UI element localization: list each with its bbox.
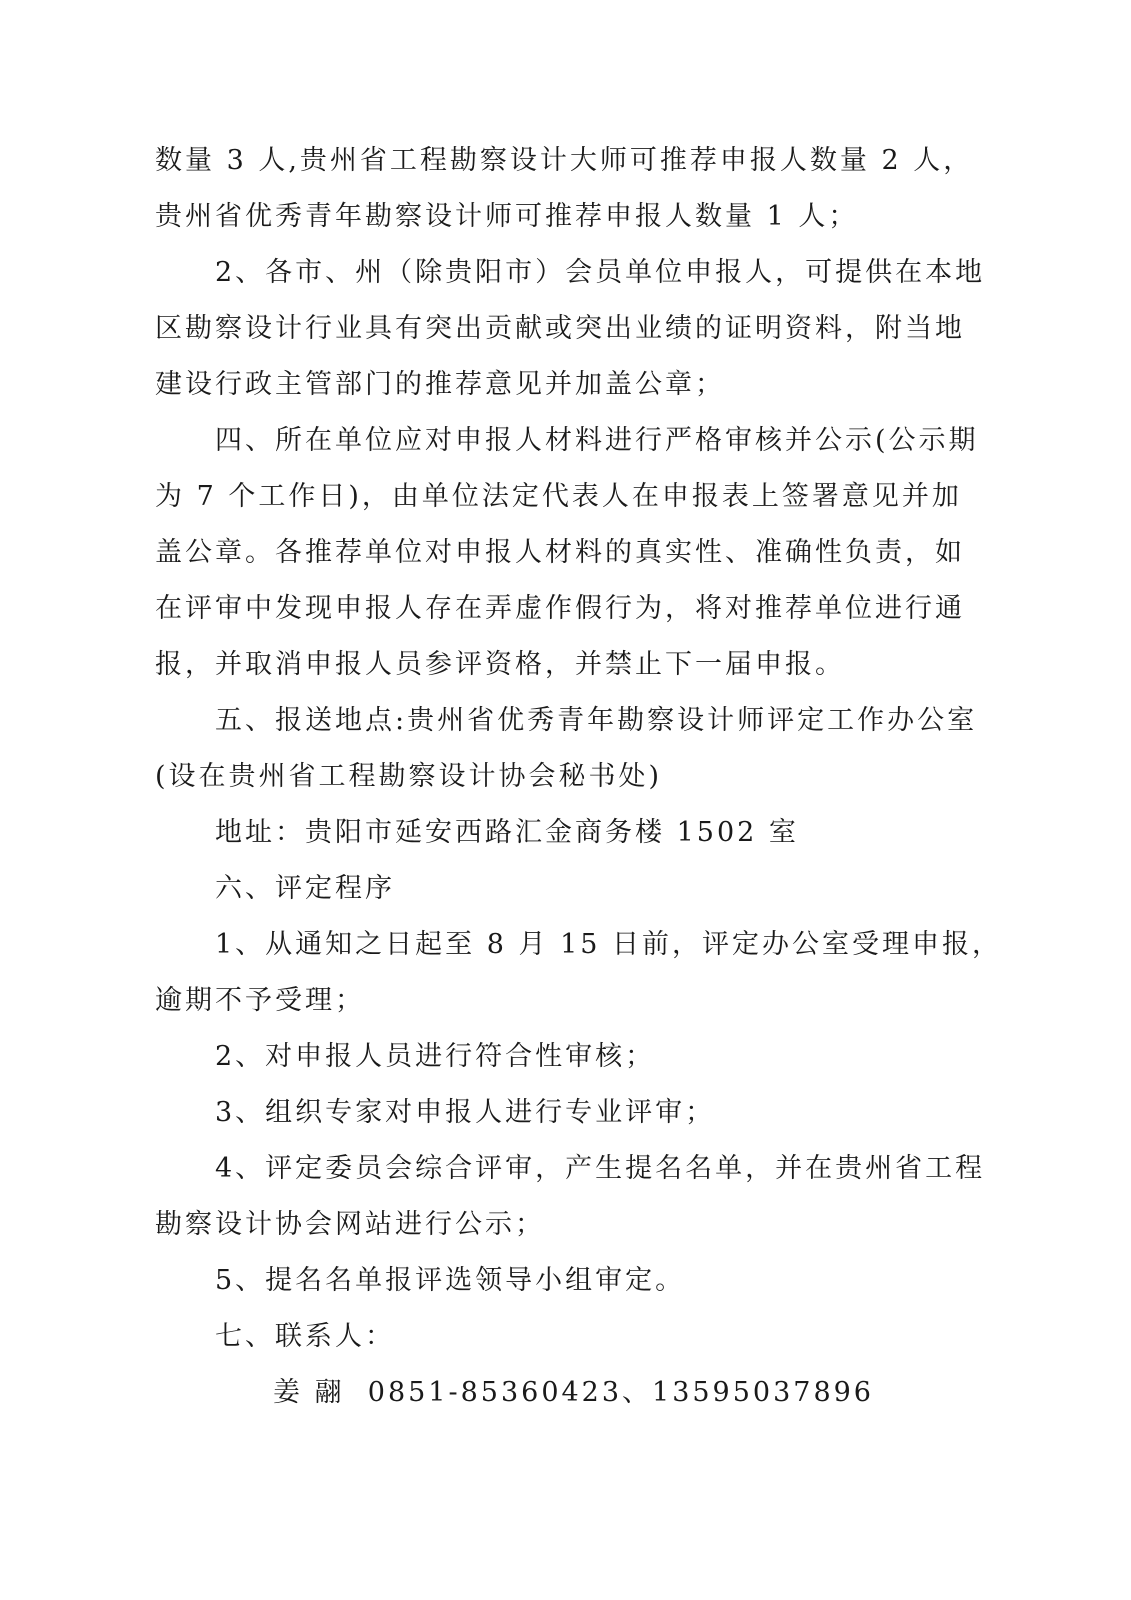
text-line: 1、从通知之日起至 8 月 15 日前，评定办公室受理申报， [215, 929, 1003, 960]
text-line: 四、所在单位应对申报人材料进行严格审核并公示(公示期 [215, 425, 979, 456]
text-line: 逾期不予受理； [155, 985, 365, 1016]
contact-name: 姜 翮 [273, 1377, 345, 1408]
document-body [155, 133, 1003, 1421]
text-line: 报，并取消申报人员参评资格，并禁止下一届申报。 [155, 649, 845, 680]
text-line: 在评审中发现申报人存在弄虚作假行为，将对推荐单位进行通 [155, 593, 965, 624]
text-line: 勘察设计协会网站进行公示； [155, 1209, 545, 1240]
section-heading: 七、联系人： [215, 1321, 395, 1352]
text-line: 盖公章。各推荐单位对申报人材料的真实性、准确性负责，如 [155, 537, 965, 568]
text-line: (设在贵州省工程勘察设计协会秘书处) [155, 761, 663, 792]
text-line: 贵州省优秀青年勘察设计师可推荐申报人数量 1 人； [155, 201, 859, 232]
text-line: 五、报送地点:贵州省优秀青年勘察设计师评定工作办公室 [215, 705, 978, 736]
contact-line [155, 1365, 965, 1421]
text-line: 3、组织专家对申报人进行专业评审； [215, 1097, 716, 1128]
text-line: 4、评定委员会综合评审，产生提名名单，并在贵州省工程 [215, 1153, 986, 1184]
text-line: 2、对申报人员进行符合性审核； [215, 1041, 656, 1072]
section-heading: 六、评定程序 [215, 873, 395, 904]
address-line: 地址：贵阳市延安西路汇金商务楼 1502 室 [215, 817, 799, 848]
text-line: 5、提名名单报评选领导小组审定。 [215, 1265, 686, 1296]
contact-phones: 0851-85360423、13595037896 [367, 1377, 874, 1408]
text-line: 数量 3 人,贵州省工程勘察设计大师可推荐申报人数量 2 人， [155, 145, 974, 176]
text-line: 建设行政主管部门的推荐意见并加盖公章； [155, 369, 725, 400]
text-line: 2、各市、州（除贵阳市）会员单位申报人，可提供在本地 [215, 257, 986, 288]
text-line: 区勘察设计行业具有突出贡献或突出业绩的证明资料，附当地 [155, 313, 965, 344]
text-line: 为 7 个工作日)，由单位法定代表人在申报表上签署意见并加 [155, 481, 962, 512]
